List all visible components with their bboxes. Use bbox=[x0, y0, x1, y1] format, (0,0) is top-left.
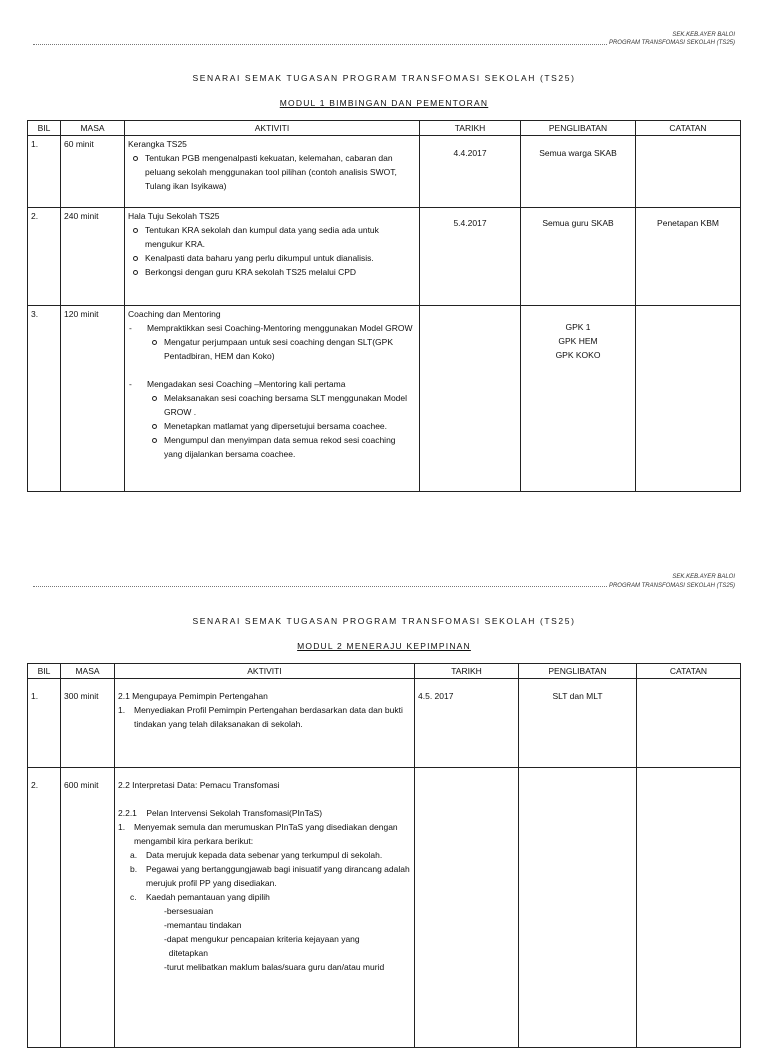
item-letter: a. bbox=[130, 850, 138, 860]
cell-masa: 240 minit bbox=[61, 208, 125, 306]
cell-tarikh bbox=[420, 306, 521, 492]
item-text: Menyemak semula dan merumuskan PInTaS yang disediakan dengan mengambil kira perkara berikut: bbox=[134, 822, 398, 846]
activity-subheading: 2.2.1 Pelan Intervensi Sekolah Transfomasi(PInTaS) bbox=[118, 808, 323, 818]
activity-heading: 2.1 Mengupaya Pemimpin Pertengahan bbox=[118, 691, 268, 701]
bullet-item: Tentukan KRA sekolah dan kumpul data yang sedia ada untuk mengukur KRA. bbox=[145, 223, 416, 251]
cell-bil: 1. bbox=[28, 679, 61, 768]
criteria-line: -bersesuaian bbox=[164, 906, 214, 916]
cell-masa: 60 minit bbox=[61, 136, 125, 208]
numbered-item bbox=[118, 703, 411, 731]
module-title bbox=[0, 641, 768, 651]
col-header-masa: MASA bbox=[61, 121, 125, 136]
cell-catatan bbox=[637, 679, 741, 768]
item-text: Menyediakan Profil Pemimpin Pertengahan berdasarkan data dan bukti tindakan yang telah dilaksanakan di sekolah. bbox=[134, 705, 403, 729]
item-number: 1. bbox=[118, 705, 126, 715]
bullet-item: Kenalpasti data baharu yang perlu dikumpul untuk dianalisis. bbox=[145, 251, 416, 265]
spacer bbox=[118, 792, 411, 806]
col-header-penglibatan: PENGLIBATAN bbox=[519, 664, 637, 679]
cell-catatan bbox=[637, 768, 741, 1048]
table-row bbox=[28, 679, 741, 768]
criteria-line: -memantau tindakan bbox=[164, 920, 242, 930]
spacer bbox=[128, 363, 416, 377]
sub-bullets bbox=[147, 391, 416, 461]
module-2-title-text: MODUL 2 MENERAJU KEPIMPINAN bbox=[297, 641, 471, 651]
col-header-aktiviti: AKTIVITI bbox=[125, 121, 420, 136]
header-program-name: PROGRAM TRANSFOMASI SEKOLAH (TS25) bbox=[608, 40, 735, 46]
col-header-aktiviti: AKTIVITI bbox=[115, 664, 415, 679]
activity-dash-list bbox=[128, 377, 416, 461]
activity-heading: Coaching dan Mentoring bbox=[128, 309, 221, 319]
header-rule bbox=[33, 44, 607, 45]
table-row bbox=[28, 208, 741, 306]
col-header-tarikh: TARIKH bbox=[415, 664, 519, 679]
dash-item bbox=[147, 321, 416, 363]
col-header-masa: MASA bbox=[61, 664, 115, 679]
criteria-line: -turut melibatkan maklum balas/suara guru dan/atau murid bbox=[164, 962, 385, 972]
item-text: Pegawai yang bertanggungjawab bagi inisuatif yang dirancang adalah merujuk profil PP yang disediakan. bbox=[146, 864, 410, 888]
activity-bullets bbox=[128, 223, 416, 279]
cell-aktiviti bbox=[125, 306, 420, 492]
cell-masa: 600 minit bbox=[61, 768, 115, 1048]
table-row bbox=[28, 768, 741, 1048]
activity-heading: 2.2 Interpretasi Data: Pemacu Transfomasi bbox=[118, 780, 280, 790]
checklist-table-module-1 bbox=[27, 120, 741, 492]
cell-penglibatan bbox=[519, 768, 637, 1048]
bullet-item: Tentukan PGB mengenalpasti kekuatan, kelemahan, cabaran dan peluang sekolah menggunakan tool pilihan (contoh analisis SWOT, Tulang ikan Isyikawa) bbox=[145, 151, 416, 193]
cell-catatan bbox=[636, 136, 741, 208]
checklist-table-module-2 bbox=[27, 663, 741, 1048]
cell-tarikh: 4.4.2017 bbox=[420, 136, 521, 208]
header-school-name: SEK.KEB.AYER BALOI bbox=[672, 32, 735, 38]
cell-aktiviti bbox=[115, 679, 415, 768]
col-header-bil: BIL bbox=[28, 121, 61, 136]
bullet-item: Mengatur perjumpaan untuk sesi coaching dengan SLT(GPK Pentadbiran, HEM dan Koko) bbox=[164, 335, 416, 363]
cell-tarikh: 4.5. 2017 bbox=[415, 679, 519, 768]
item-letter: c. bbox=[130, 892, 137, 902]
col-header-penglibatan: PENGLIBATAN bbox=[521, 121, 636, 136]
header-program-name: PROGRAM TRANSFOMASI SEKOLAH (TS25) bbox=[608, 583, 735, 589]
bullet-item: Melaksanakan sesi coaching bersama SLT menggunakan Model GROW . bbox=[164, 391, 416, 419]
cell-aktiviti bbox=[125, 136, 420, 208]
cell-aktiviti bbox=[115, 768, 415, 1048]
item-letter: b. bbox=[130, 864, 138, 874]
table-row bbox=[28, 306, 741, 492]
criteria-line: ditetapkan bbox=[164, 948, 208, 958]
activity-bullets bbox=[128, 151, 416, 193]
cell-penglibatan: Semua guru SKAB bbox=[521, 208, 636, 306]
table-header-row bbox=[28, 121, 741, 136]
module-title bbox=[0, 98, 768, 108]
penglibatan-line: GPK 1 bbox=[565, 322, 591, 332]
cell-penglibatan: SLT dan MLT bbox=[519, 679, 637, 768]
activity-heading: Hala Tuju Sekolah TS25 bbox=[128, 211, 220, 221]
col-header-catatan: CATATAN bbox=[636, 121, 741, 136]
cell-penglibatan: Semua warga SKAB bbox=[521, 136, 636, 208]
cell-masa: 120 minit bbox=[61, 306, 125, 492]
activity-heading: Kerangka TS25 bbox=[128, 139, 187, 149]
col-header-catatan: CATATAN bbox=[637, 664, 741, 679]
cell-bil: 1. bbox=[28, 136, 61, 208]
col-header-bil: BIL bbox=[28, 664, 61, 679]
lettered-item bbox=[118, 848, 411, 862]
cell-masa: 300 minit bbox=[61, 679, 115, 768]
item-text: Data merujuk kepada data sebenar yang terkumpul di sekolah. bbox=[146, 850, 383, 860]
module-1-title-text: MODUL 1 BIMBINGAN DAN PEMENTORAN bbox=[279, 98, 489, 108]
table-row bbox=[28, 136, 741, 208]
item-number: 1. bbox=[118, 822, 126, 832]
numbered-item bbox=[118, 820, 411, 848]
cell-catatan: Penetapan KBM bbox=[636, 208, 741, 306]
cell-bil: 2. bbox=[28, 768, 61, 1048]
cell-tarikh bbox=[415, 768, 519, 1048]
cell-catatan bbox=[636, 306, 741, 492]
document-title: SENARAI SEMAK TUGASAN PROGRAM TRANSFOMASI SEKOLAH (TS25) bbox=[192, 73, 576, 83]
criteria-line: -dapat mengukur pencapaian kriteria kejayaan yang bbox=[164, 934, 360, 944]
dash-item bbox=[147, 377, 416, 461]
cell-bil: 2. bbox=[28, 208, 61, 306]
table-header-row bbox=[28, 664, 741, 679]
penglibatan-line: GPK KOKO bbox=[555, 350, 601, 360]
bullet-item: Berkongsi dengan guru KRA sekolah TS25 melalui CPD bbox=[145, 265, 416, 279]
col-header-tarikh: TARIKH bbox=[420, 121, 521, 136]
activity-dash-list bbox=[128, 321, 416, 363]
cell-tarikh: 5.4.2017 bbox=[420, 208, 521, 306]
lettered-item bbox=[118, 890, 411, 904]
dash-item-text: Mengadakan sesi Coaching –Mentoring kali pertama bbox=[147, 379, 346, 389]
penglibatan-line: GPK HEM bbox=[558, 336, 598, 346]
header-rule bbox=[33, 586, 607, 587]
header-school-name: SEK.KEB.AYER BALOI bbox=[672, 574, 735, 580]
cell-aktiviti bbox=[125, 208, 420, 306]
item-text: Kaedah pemantauan yang dipilih bbox=[146, 892, 270, 902]
cell-bil: 3. bbox=[28, 306, 61, 492]
sub-bullets bbox=[147, 335, 416, 363]
document-title: SENARAI SEMAK TUGASAN PROGRAM TRANSFOMASI SEKOLAH (TS25) bbox=[192, 616, 576, 626]
cell-penglibatan bbox=[521, 306, 636, 492]
dash-item-text: Mempraktikkan sesi Coaching-Mentoring menggunakan Model GROW bbox=[147, 323, 413, 333]
lettered-item bbox=[118, 862, 411, 890]
bullet-item: Mengumpul dan menyimpan data semua rekod sesi coaching yang dijalankan bersama coachee. bbox=[164, 433, 416, 461]
bullet-item: Menetapkan matlamat yang dipersetujui bersama coachee. bbox=[164, 419, 416, 433]
